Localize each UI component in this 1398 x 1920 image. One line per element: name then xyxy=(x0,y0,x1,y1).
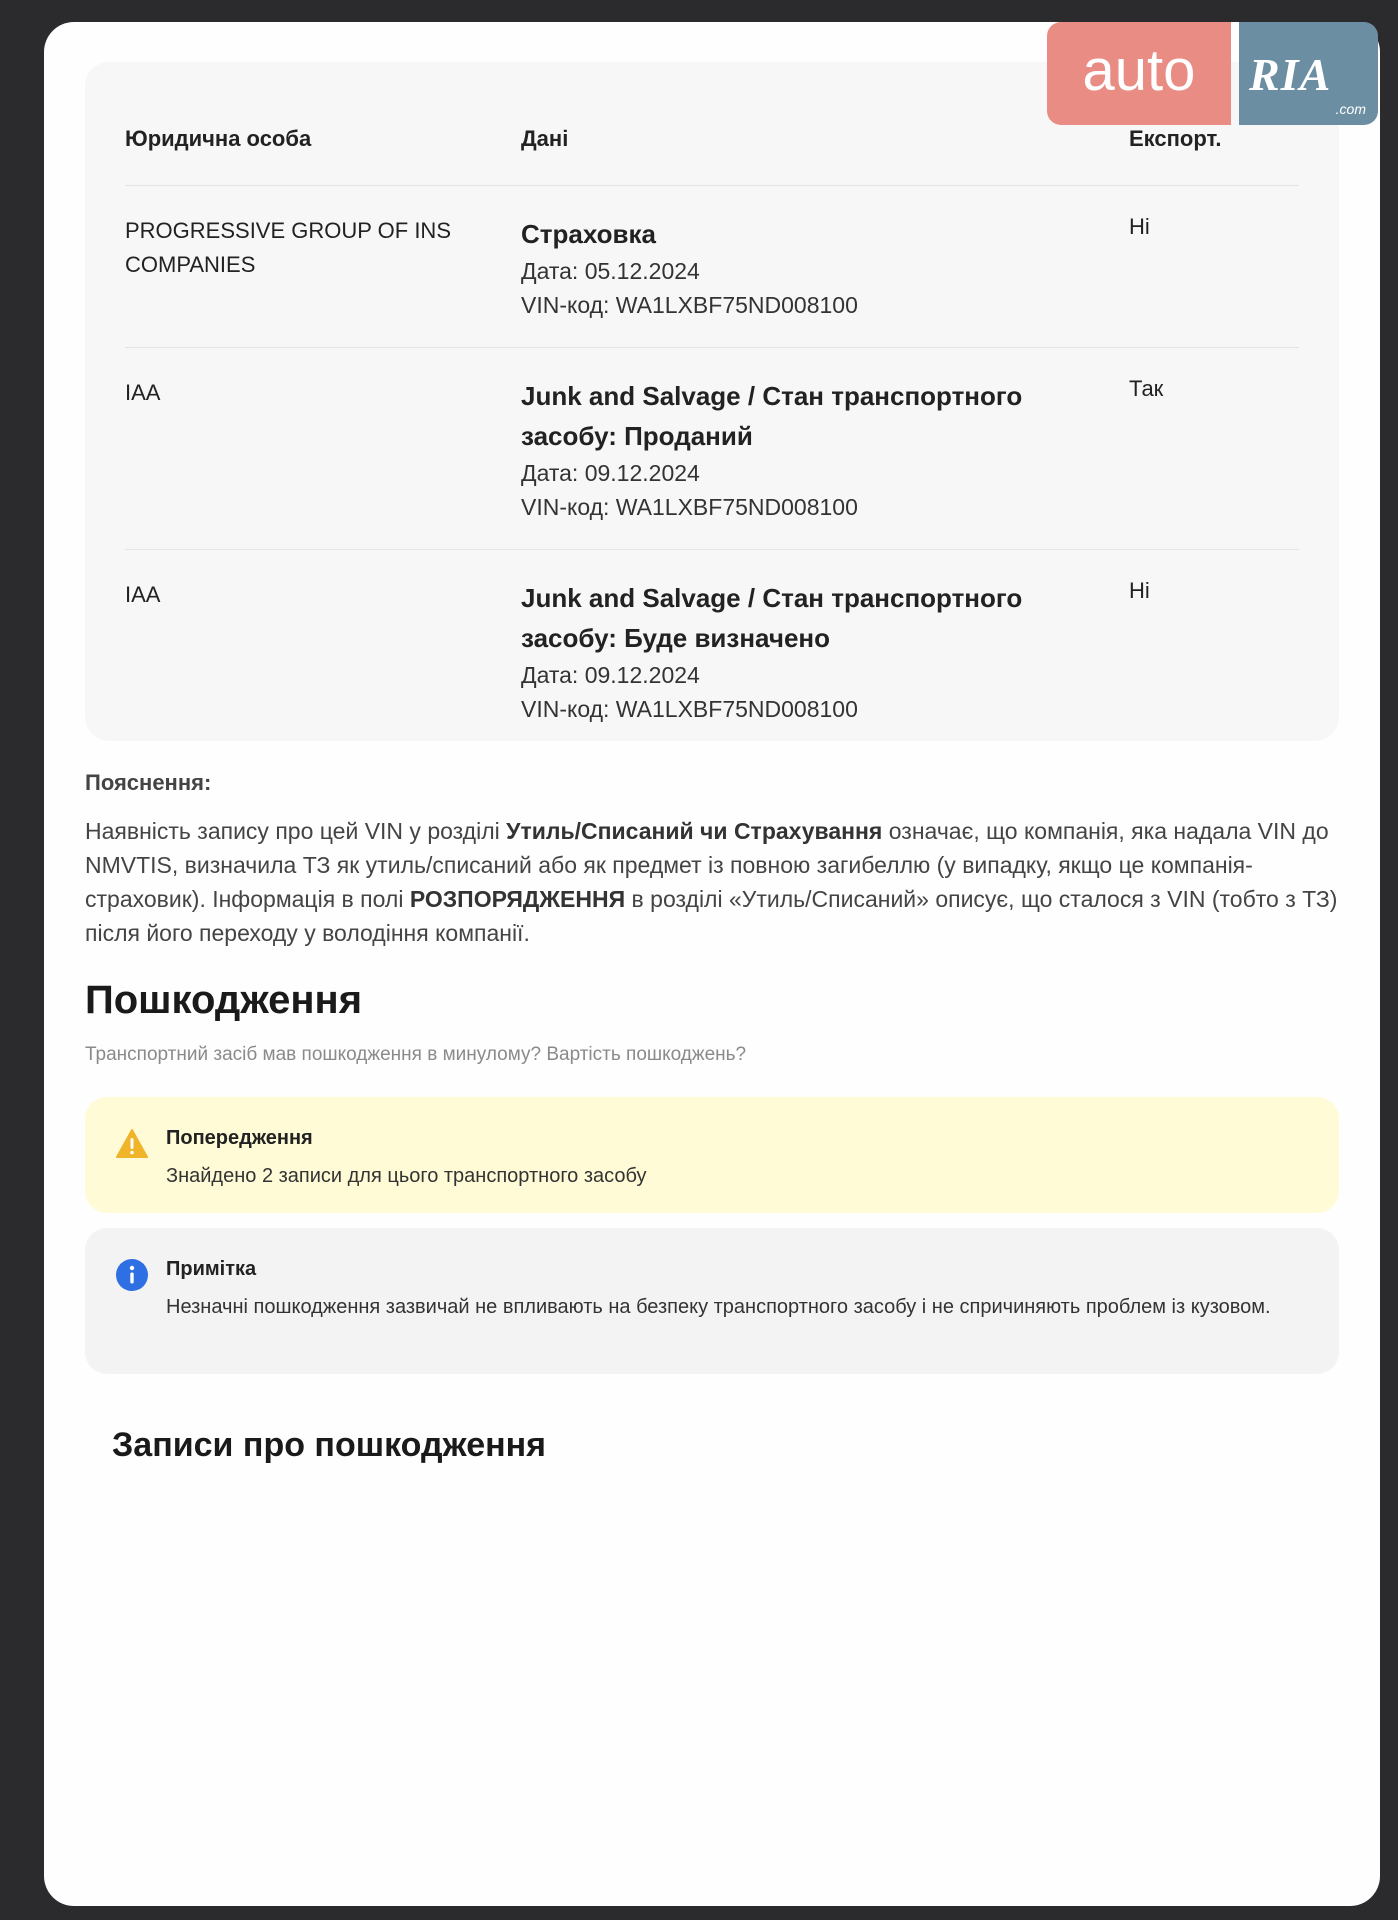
explanation-label: Пояснення: xyxy=(85,770,212,795)
damage-heading: Пошкодження xyxy=(85,978,363,1022)
column-header-entity: Юридична особа xyxy=(125,126,312,151)
damage-records-heading: Записи про пошкодження xyxy=(112,1426,547,1464)
record-title: Junk and Salvage / Стан транспортного засобу: Буде визначено xyxy=(521,583,1023,653)
warning-icon xyxy=(115,1127,149,1161)
note-alert xyxy=(85,1228,1339,1374)
record-date: Дата: 05.12.2024 xyxy=(521,258,700,284)
table-row xyxy=(125,347,1299,550)
note-title: Примітка xyxy=(166,1258,257,1280)
explanation-text xyxy=(85,814,1355,950)
warning-text: Знайдено 2 записи для цього транспортного засобу xyxy=(166,1165,647,1187)
info-icon xyxy=(115,1258,149,1292)
data-cell xyxy=(521,376,1081,524)
table-row xyxy=(125,549,1299,740)
note-text: Незначні пошкодження зазвичай не впливають на безпеку транспортного засобу і не спричиняють проблем із кузовом. xyxy=(166,1296,1271,1318)
record-vin: VIN-код: WA1LXBF75ND008100 xyxy=(521,696,858,722)
logo-ria-text: RIA xyxy=(1249,49,1332,100)
export-cell: Так xyxy=(1129,376,1164,401)
autoria-logo xyxy=(1047,22,1378,125)
column-header-data: Дані xyxy=(521,126,569,151)
explanation-part: означає, що компанія, яка надала VIN до NMVTIS, визначила ТЗ як утиль/списаний або як предмет із повною загибеллю (у випадку, якщо це компанія- страховик). Інформація в полі xyxy=(85,818,1329,912)
table-row xyxy=(125,185,1299,348)
column-header-export: Експорт. xyxy=(1129,126,1222,151)
explanation-part: в розділі «Утиль/Списаний» описує, що сталося з VIN (тобто з ТЗ) після його переходу у володіння компанії. xyxy=(85,886,1338,946)
warning-title: Попередження xyxy=(166,1127,313,1149)
explanation-part: Наявність запису про цей VIN у розділі xyxy=(85,818,507,844)
logo-auto-text: auto xyxy=(1047,22,1231,125)
explanation-bold: РОЗПОРЯДЖЕННЯ xyxy=(409,886,626,912)
entity-cell: IAA xyxy=(125,582,161,607)
export-cell: Ні xyxy=(1129,214,1150,239)
record-vin: VIN-код: WA1LXBF75ND008100 xyxy=(521,494,858,520)
record-title: Junk and Salvage / Стан транспортного засобу: Проданий xyxy=(521,381,1023,451)
record-date: Дата: 09.12.2024 xyxy=(521,460,700,486)
report-card xyxy=(44,22,1380,1906)
data-cell xyxy=(521,214,1081,322)
logo-com-text: .com xyxy=(1335,101,1366,117)
logo-ria-block xyxy=(1239,22,1378,125)
damage-subtitle: Транспортний засіб мав пошкодження в минулому? Вартість пошкоджень? xyxy=(85,1044,747,1065)
entity-cell: IAA xyxy=(125,380,161,405)
warning-alert xyxy=(85,1097,1339,1213)
records-table xyxy=(85,62,1339,741)
data-cell xyxy=(521,578,1081,726)
record-date: Дата: 09.12.2024 xyxy=(521,662,700,688)
export-cell: Ні xyxy=(1129,578,1150,603)
explanation-bold: Утиль/Списаний чи Страхування xyxy=(506,818,883,844)
record-title: Страховка xyxy=(521,219,657,249)
entity-cell: PROGRESSIVE GROUP OF INS COMPANIES xyxy=(125,218,451,277)
record-vin: VIN-код: WA1LXBF75ND008100 xyxy=(521,292,858,318)
